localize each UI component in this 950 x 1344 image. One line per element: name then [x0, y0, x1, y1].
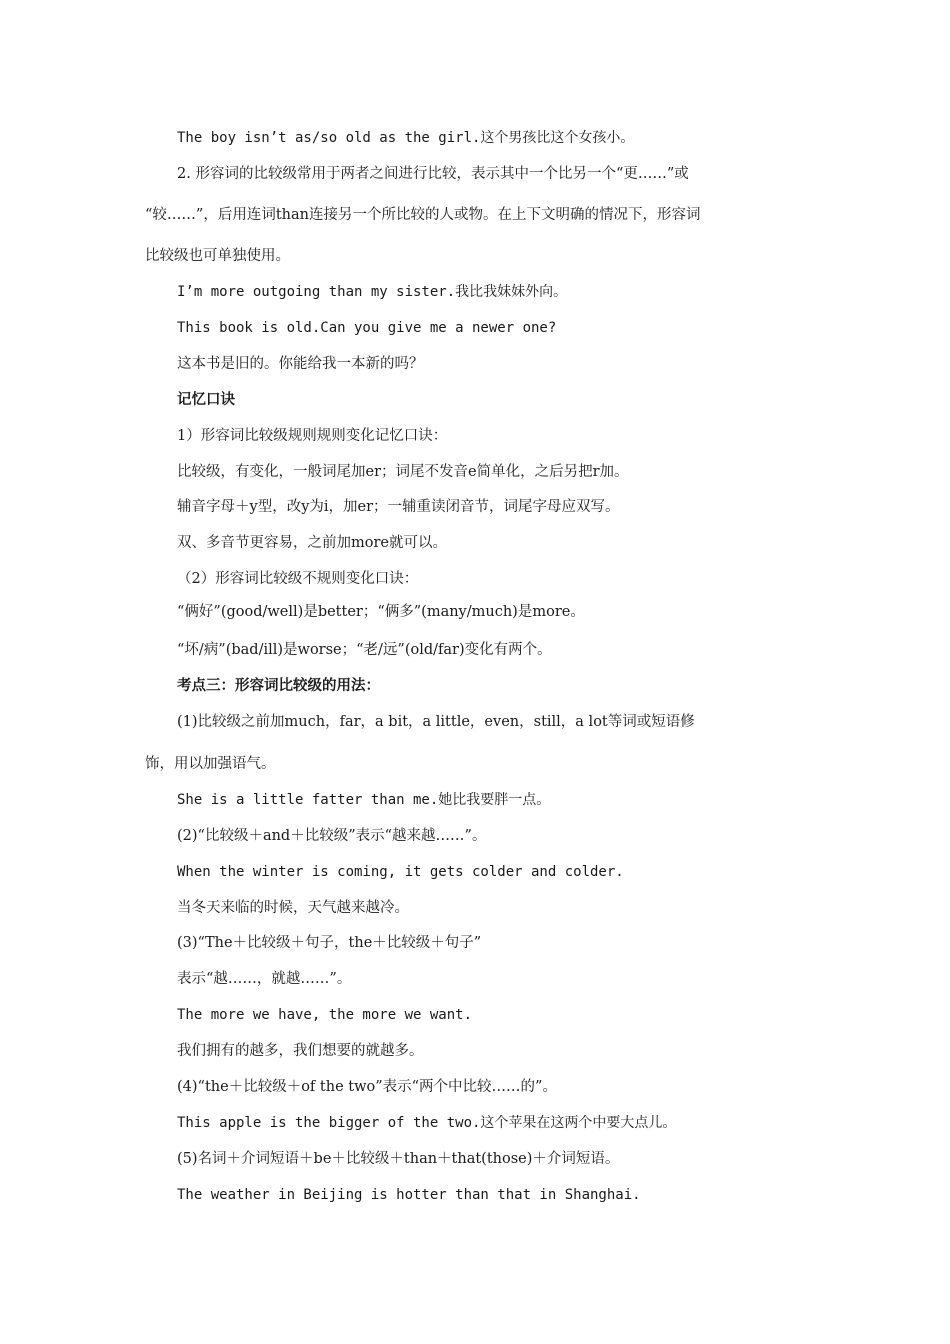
text-line: 1）形容词比较级规则规则变化记忆口诀：	[177, 428, 448, 444]
text-line: I’m more outgoing than my sister.我比我妹妹外向。	[177, 284, 568, 300]
text-line: “坏/病”(bad/ill)是worse；“老/远”(old/far)变化有两个。	[177, 642, 552, 658]
text-line: (1)比较级之前加much，far，a bit，a little，even，still，a lot等词或短语修	[177, 714, 695, 730]
text-line: She is a little fatter than me.她比我要胖一点。	[177, 792, 551, 808]
text-line: 辅音字母＋y型，改y为i，加er；一辅重读闭音节，词尾字母应双写。	[177, 499, 620, 515]
text-line: （2）形容词比较级不规则变化口诀：	[177, 571, 419, 587]
section-heading: 记忆口诀	[177, 392, 235, 408]
section-heading: 考点三：形容词比较级的用法：	[177, 678, 380, 694]
text-line: This book is old.Can you give me a newer one?	[177, 320, 557, 336]
text-line: (2)“比较级＋and＋比较级”表示“越来越……”。	[177, 828, 487, 844]
text-line: 我们拥有的越多，我们想要的就越多。	[177, 1043, 424, 1059]
text-line: The more we have, the more we want.	[177, 1007, 473, 1023]
text-line: 比较级，有变化，一般词尾加er；词尾不发音e简单化，之后另把r加。	[177, 464, 629, 480]
text-line: 当冬天来临的时候，天气越来越冷。	[177, 900, 409, 916]
text-line: 饰，用以加强语气。	[145, 756, 276, 772]
text-line: The weather in Beijing is hotter than that in Shanghai.	[177, 1187, 641, 1203]
text-line: 表示“越……，就越……”。	[177, 971, 352, 987]
text-line: 比较级也可单独使用。	[145, 248, 290, 264]
text-line: When the winter is coming, it gets colder and colder.	[177, 864, 624, 880]
text-line: This apple is the bigger of the two.这个苹果在这两个中要大点儿。	[177, 1115, 677, 1131]
text-line: (4)“the＋比较级＋of the two”表示“两个中比较……的”。	[177, 1079, 557, 1095]
text-line: The boy isn’t as/so old as the girl.这个男孩比这个女孩小。	[177, 130, 635, 146]
text-line: (5)名词＋介词短语＋be＋比较级＋than＋that(those)＋介词短语。	[177, 1151, 620, 1167]
text-line: 2. 形容词的比较级常用于两者之间进行比较，表示其中一个比另一个“更……”或	[177, 166, 689, 182]
text-line: 双、多音节更容易，之前加more就可以。	[177, 535, 447, 551]
text-line: “俩好”(good/well)是better；“俩多”(many/much)是more。	[177, 604, 585, 620]
text-line: 这本书是旧的。你能给我一本新的吗？	[177, 356, 424, 372]
text-line: “较……”，后用连词than连接另一个所比较的人或物。在上下文明确的情况下，形容词	[145, 207, 701, 223]
text-line: (3)“The＋比较级＋句子，the＋比较级＋句子”	[177, 935, 482, 951]
